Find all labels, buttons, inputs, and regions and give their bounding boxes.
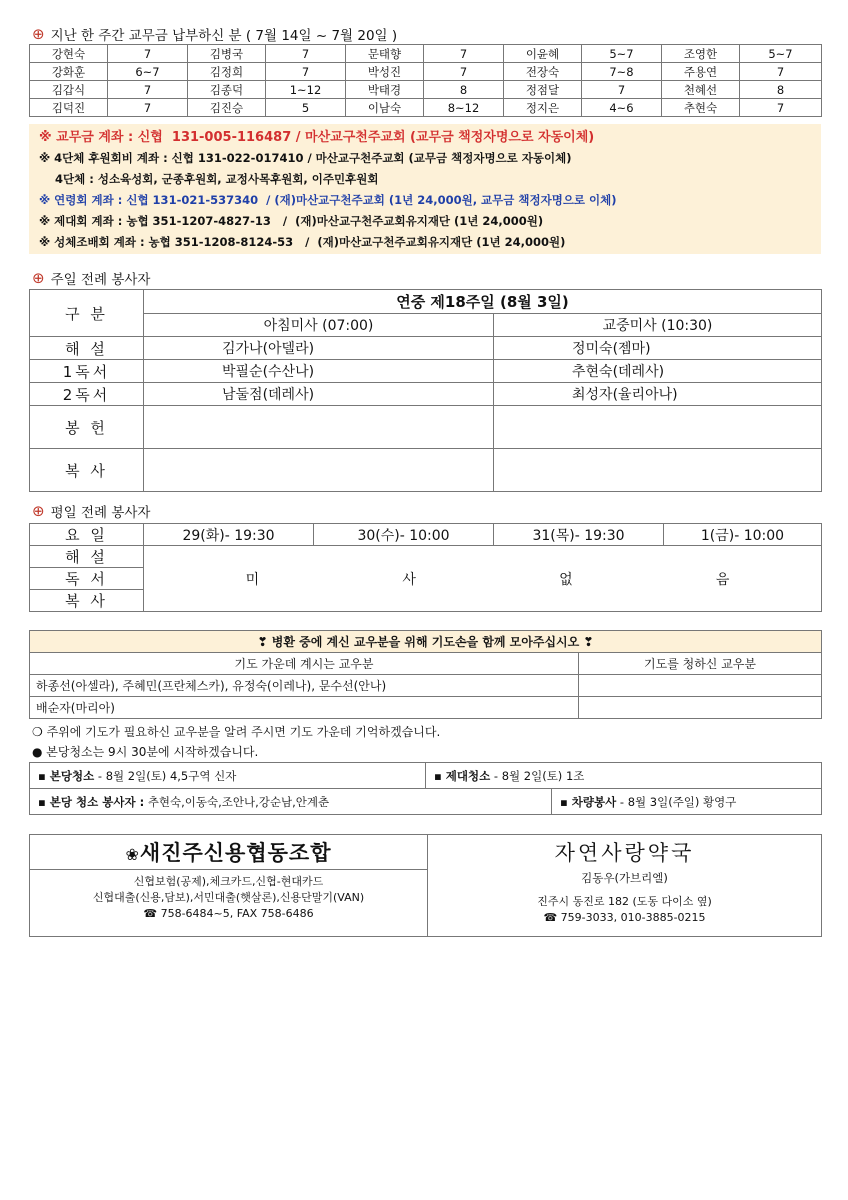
pharmacy-phone: ☎ 759-3033, 010-3885-0215	[543, 910, 706, 924]
mass-1-volunteer: 남둘점(데레사)	[144, 383, 494, 406]
credit-union-info	[30, 870, 428, 937]
prayer-col-1: 기도 가운데 계시는 교우분	[30, 653, 579, 675]
dues-months: 8~12	[424, 99, 504, 117]
prayer-request-cell	[579, 697, 822, 719]
dues-months: 7	[108, 45, 188, 63]
day-label: 요 일	[30, 524, 144, 546]
credit-union-line: 신협대출(신용,담보),서민대출(햇살론),신용단말기(VAN)	[92, 891, 365, 904]
no-mass-char: 없	[559, 571, 573, 588]
no-mass-cell	[144, 546, 822, 612]
dues-name: 조영한	[662, 45, 740, 63]
account-line: 4단체 : 성소육성회, 군종후원회, 교정사목후원회, 이주민후원회	[39, 172, 379, 186]
dues-table	[29, 44, 822, 117]
dues-months: 8	[424, 81, 504, 99]
mass-2-volunteer: 추현숙(데레사)	[494, 360, 822, 383]
dues-name: 이윤혜	[504, 45, 582, 63]
prayer-table	[29, 630, 822, 719]
dues-months: 7	[266, 45, 346, 63]
dues-months: 5	[266, 99, 346, 117]
dues-months: 7	[740, 99, 822, 117]
dues-months: 6~7	[108, 63, 188, 81]
dues-name: 정점달	[504, 81, 582, 99]
dues-name: 문태향	[346, 45, 424, 63]
vehicle-service: ▪ 차량봉사 - 8월 3일(주일) 황영구	[552, 789, 822, 815]
sunday-header: 연중 제18주일 (8월 3일)	[144, 290, 822, 314]
account-line: ※ 4단체 후원회비 계좌 : 신협 131-022-017410 / 마산교구천주교회 (교무금 책정자명으로 자동이체)	[39, 151, 572, 165]
credit-union-logo-icon: ❀	[125, 845, 140, 864]
church-cleaning: ▪ 본당청소 - 8월 2일(토) 4,5구역 신자	[30, 763, 426, 789]
cleaning-table	[29, 762, 822, 815]
pharmacy-owner: 김동우(가브리엘)	[581, 870, 668, 885]
no-mass-char: 미	[245, 571, 260, 588]
account-line: ※ 성체조배회 계좌 : 농협 351-1208-8124-53 / (재)마산교구천주교회유지재단 (1년 24,000원)	[39, 235, 566, 249]
no-mass-char: 음	[715, 571, 730, 588]
prayer-row: 하종선(아셀라), 주혜민(프란체스카), 유정숙(이레나), 문수선(안나)	[30, 675, 579, 697]
day-cell: 29(화)- 19:30	[144, 524, 314, 546]
prayer-row: 배순자(마리아)	[30, 697, 579, 719]
day-cell: 30(수)- 10:00	[314, 524, 494, 546]
sunday-section-title	[32, 268, 150, 288]
account-info-box	[29, 124, 821, 254]
dues-name: 강화훈	[30, 63, 108, 81]
prayer-col-2: 기도를 청하신 교우분	[579, 653, 822, 675]
day-cell: 1(금)- 10:00	[664, 524, 822, 546]
cross-icon: ⊕	[32, 268, 45, 287]
mass-1-volunteer	[144, 449, 494, 492]
credit-union-name: ❀새진주신용협동조합	[125, 841, 332, 865]
dues-months: 7	[108, 81, 188, 99]
pharmacy-info	[428, 870, 822, 937]
dues-months: 8	[740, 81, 822, 99]
mass-2-volunteer	[494, 449, 822, 492]
dues-months: 7	[424, 63, 504, 81]
pharmacy-address: 진주시 동진로 182 (도동 다이소 옆)	[537, 894, 712, 908]
pharmacy-name-cell	[428, 835, 822, 870]
dues-months: 7	[108, 99, 188, 117]
mass-1-volunteer	[144, 406, 494, 449]
dues-row	[30, 99, 822, 117]
dues-name: 천혜선	[662, 81, 740, 99]
pharmacy-name: 자연사랑약국	[554, 841, 695, 865]
mass-1-volunteer: 김가나(아델라)	[144, 337, 494, 360]
altar-cleaning: ▪ 제대청소 - 8월 2일(토) 1조	[426, 763, 822, 789]
role-label: 1독서	[30, 360, 144, 383]
dues-months: 5~7	[582, 45, 662, 63]
day-cell: 31(목)- 19:30	[494, 524, 664, 546]
role-label: 해 설	[30, 337, 144, 360]
account-line: ※ 연령회 계좌 : 신협 131-021-537340 / (재)마산교구천주교회 (1년 24,000원, 교무금 책정자명으로 이체)	[39, 193, 617, 207]
sunday-table	[29, 289, 822, 492]
dues-months: 7	[266, 63, 346, 81]
role-label: 복 사	[30, 449, 144, 492]
credit-union-line: 신협보험(공제),체크카드,신협-현대카드	[133, 875, 324, 888]
no-mass-char: 사	[402, 571, 416, 588]
prayer-request-cell	[579, 675, 822, 697]
dues-months: 7	[424, 45, 504, 63]
ads-table	[29, 834, 822, 937]
dues-name: 박태경	[346, 81, 424, 99]
cross-icon: ⊕	[32, 501, 45, 520]
cleaning-note: ● 본당청소는 9시 30분에 시작하겠습니다.	[32, 745, 259, 759]
dues-name: 김덕진	[30, 99, 108, 117]
dues-name: 강현숙	[30, 45, 108, 63]
dues-months: 1~12	[266, 81, 346, 99]
dues-name: 추현숙	[662, 99, 740, 117]
role-label: 해 설	[30, 546, 144, 568]
dues-title: 지난 한 주간 교무금 납부하신 분 ( 7월 14일 ~ 7월 20일 )	[50, 28, 398, 44]
credit-union-name-cell	[30, 835, 428, 870]
dues-name: 이남숙	[346, 99, 424, 117]
dues-name: 정지은	[504, 99, 582, 117]
mass-2-header: 교중미사 (10:30)	[494, 313, 822, 337]
weekday-title: 평일 전례 봉사자	[50, 505, 151, 521]
dues-months: 7	[582, 81, 662, 99]
dues-months: 4~6	[582, 99, 662, 117]
weekday-table	[29, 523, 822, 612]
cross-icon: ⊕	[32, 24, 45, 43]
dues-months: 7~8	[582, 63, 662, 81]
dues-months: 7	[740, 63, 822, 81]
mass-2-volunteer: 최성자(율리아나)	[494, 383, 822, 406]
dues-row	[30, 63, 822, 81]
prayer-note: ❍ 주위에 기도가 필요하신 교우분을 알려 주시면 기도 가운데 기억하겠습니다.	[32, 725, 441, 739]
dues-name: 김갑식	[30, 81, 108, 99]
dues-name: 주용연	[662, 63, 740, 81]
role-label: 봉 헌	[30, 406, 144, 449]
dues-name: 김종덕	[188, 81, 266, 99]
credit-union-line: ☎ 758-6484~5, FAX 758-6486	[143, 907, 314, 920]
dues-name: 김병국	[188, 45, 266, 63]
sunday-title: 주일 전례 봉사자	[50, 272, 151, 288]
dues-name: 김진승	[188, 99, 266, 117]
account-line: ※ 교무금 계좌 : 신협 131-005-116487 / 마산교구천주교회 (교무금 책정자명으로 자동이체)	[39, 130, 595, 145]
dues-months: 5~7	[740, 45, 822, 63]
account-line: ※ 제대회 계좌 : 농협 351-1207-4827-13 / (재)마산교구천주교회유지재단 (1년 24,000원)	[39, 214, 544, 228]
mass-1-volunteer: 박필순(수산나)	[144, 360, 494, 383]
role-label: 2독서	[30, 383, 144, 406]
mass-1-header: 아침미사 (07:00)	[144, 313, 494, 337]
role-label: 복 사	[30, 590, 144, 612]
role-label: 독 서	[30, 568, 144, 590]
dues-name: 전장숙	[504, 63, 582, 81]
sunday-corner: 구 분	[30, 290, 144, 337]
dues-row	[30, 45, 822, 63]
mass-2-volunteer: 정미숙(젬마)	[494, 337, 822, 360]
dues-name: 박성진	[346, 63, 424, 81]
dues-name: 김정희	[188, 63, 266, 81]
weekday-section-title	[32, 501, 150, 521]
mass-2-volunteer	[494, 406, 822, 449]
cleaning-volunteers: ▪ 본당 청소 봉사자 : 추현숙,이동숙,조안나,강순남,안계춘	[30, 789, 552, 815]
dues-row	[30, 81, 822, 99]
dues-section-title	[32, 24, 397, 44]
prayer-title: ❣ 병환 중에 계신 교우분을 위해 기도손을 함께 모아주십시오 ❣	[30, 631, 822, 653]
